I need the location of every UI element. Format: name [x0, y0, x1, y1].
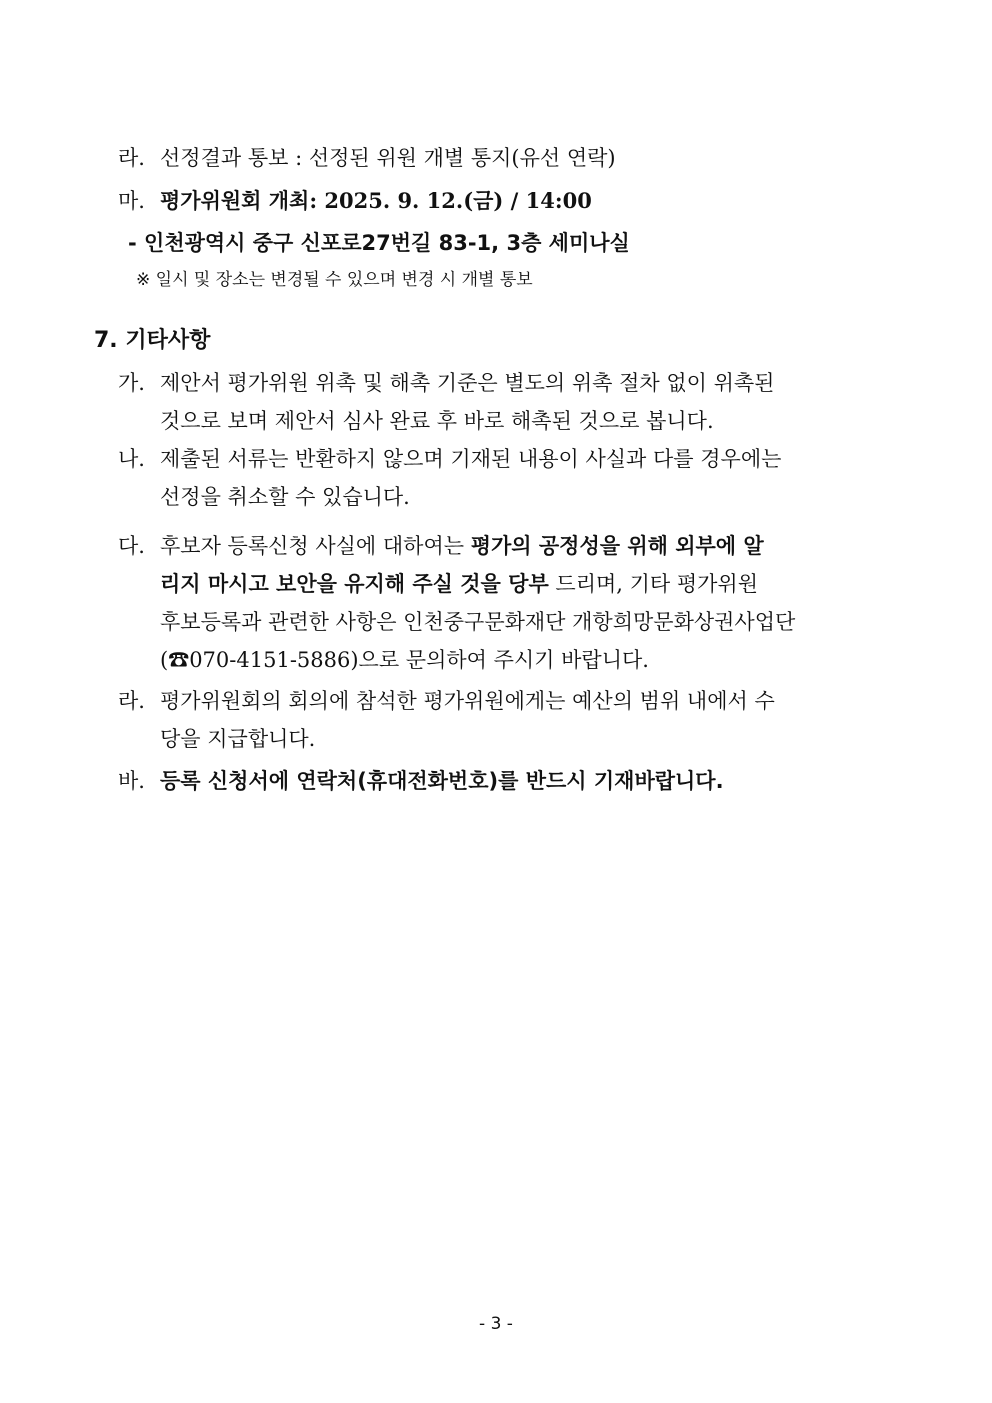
item-ba-contact: [118, 768, 724, 794]
item-marker: 나.: [118, 447, 145, 471]
item-marker: 다.: [118, 534, 145, 558]
item-bold-text2: 리지 마시고 보안을 유지해 주실 것을 당부: [160, 572, 549, 596]
item-text-line1: 평가위원회의 회의에 참석한 평가위원에게는 예산의 범위 내에서 수: [160, 689, 775, 713]
item-marker: 라.: [118, 146, 145, 170]
item-text: : 2025. 9. 12.(금) / 14:00: [309, 188, 592, 213]
item-ga-appointment: [118, 370, 774, 396]
schedule-change-note: ※ 일시 및 장소는 변경될 수 있으며 변경 시 개별 통보: [136, 270, 533, 290]
item-da-confidentiality: [118, 533, 764, 559]
item-ra-allowance: [118, 688, 775, 714]
item-marker: 바.: [118, 769, 145, 793]
item-text-part2: 드리며, 기타 평가위원: [548, 572, 759, 596]
item-ma-committee-meeting: [118, 188, 592, 214]
item-marker: 가.: [118, 371, 145, 395]
item-ra-line2: 당을 지급합니다.: [160, 727, 316, 751]
item-marker: 마.: [118, 189, 145, 213]
meeting-venue: - 인천광역시 중구 신포로27번길 83-1, 3층 세미나실: [128, 231, 630, 255]
item-bold-text1: 평가의 공정성을 위해 외부에 알: [470, 534, 764, 558]
page-number: - 3 -: [479, 1314, 513, 1334]
item-ra-selection-result: [118, 145, 616, 171]
item-text-line1: 제안서 평가위원 위촉 및 해촉 기준은 별도의 위촉 절차 없이 위촉된: [160, 371, 775, 395]
section-heading-misc: 7. 기타사항: [94, 328, 211, 353]
item-na-line2: 선정을 취소할 수 있습니다.: [160, 485, 410, 509]
item-bold-label: 평가위원회 개최: [160, 188, 310, 213]
item-da-line2: [160, 571, 758, 597]
item-text-line1: 제출된 서류는 반환하지 않으며 기재된 내용이 사실과 다를 경우에는: [160, 447, 782, 471]
item-da-line4: (☎070-4151-5886)으로 문의하여 주시기 바랍니다.: [160, 648, 649, 672]
item-ga-line2: 것으로 보며 제안서 심사 완료 후 바로 해촉된 것으로 봅니다.: [160, 409, 714, 433]
item-text: 선정결과 통보 : 선정된 위원 개별 통지(유선 연락): [160, 146, 616, 170]
item-da-line3: 후보등록과 관련한 사항은 인천중구문화재단 개항희망문화상권사업단: [160, 610, 796, 634]
item-na-documents: [118, 446, 781, 472]
item-bold-text: 등록 신청서에 연락처(휴대전화번호)를 반드시 기재바랍니다.: [160, 769, 724, 793]
item-text-part1: 후보자 등록신청 사실에 대하여는: [160, 534, 471, 558]
item-marker: 라.: [118, 689, 145, 713]
